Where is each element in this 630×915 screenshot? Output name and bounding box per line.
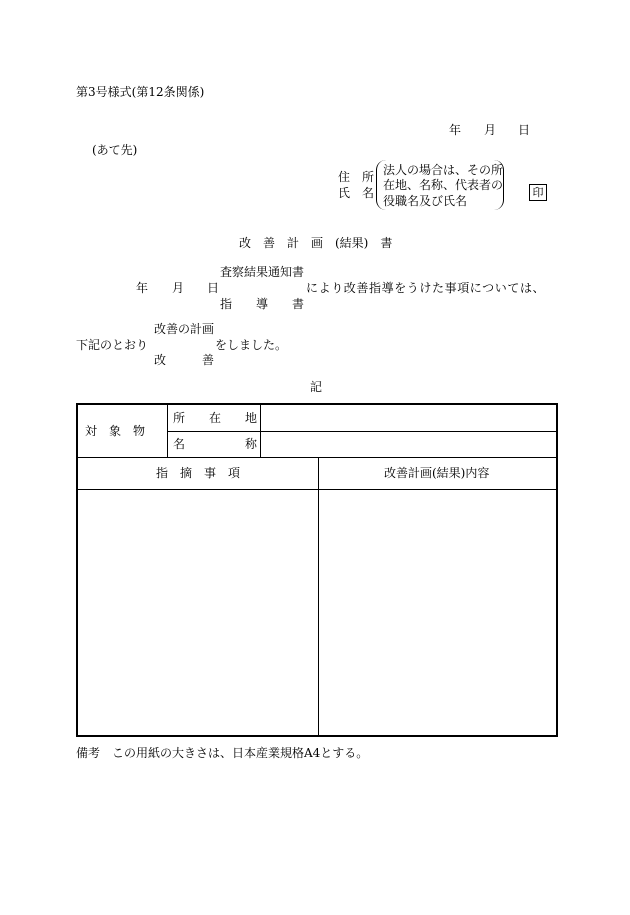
date-year-label: 年	[449, 123, 462, 137]
name-field-label: 名 称	[173, 437, 258, 451]
subject-label: 対 象 物	[85, 424, 146, 438]
address-label: 住 所	[338, 170, 375, 184]
corporation-note-line3: 役職名及び氏名	[383, 194, 468, 208]
remarks: 備考 この用紙の大きさは、日本産業規格A4とする。	[76, 746, 369, 760]
name-label: 氏 名	[338, 186, 375, 200]
form-number: 第3号様式(第12条関係)	[76, 85, 205, 99]
addressee-label: (あて先)	[92, 143, 138, 157]
findings-header: 指 摘 事 項	[156, 466, 241, 480]
corporation-note-line1: 法人の場合は、その所	[383, 163, 504, 177]
option-guidance-document: 指 導 書	[220, 297, 305, 311]
col-divider-main	[318, 457, 319, 737]
col-divider-subject	[167, 405, 168, 457]
body-day-label: 日	[207, 281, 220, 295]
body-month-label: 月	[172, 281, 185, 295]
body-prefix-text: 下記のとおり	[76, 338, 149, 352]
body-main-text: により改善指導をうけた事項については、	[306, 281, 546, 295]
corporation-note-line2: 在地、名称、代表者の	[383, 178, 504, 192]
col-divider-label	[260, 405, 261, 457]
date-month-label: 月	[484, 123, 497, 137]
body-suffix-text: をしました。	[215, 338, 288, 352]
option-inspection-notice: 査察結果通知書	[220, 265, 305, 279]
body-year-label: 年	[136, 281, 149, 295]
seal-mark: 印	[529, 184, 547, 201]
option-improvement-plan: 改善の計画	[154, 322, 215, 336]
date-day-label: 日	[518, 123, 531, 137]
location-label: 所 在 地	[173, 411, 258, 425]
document-title: 改 善 計 画 (結果) 書	[239, 236, 393, 250]
plan-result-header: 改善計画(結果)内容	[384, 466, 490, 480]
ki-label: 記	[310, 380, 323, 394]
form-table	[76, 403, 558, 737]
option-improvement: 改 善	[154, 353, 215, 367]
row-divider-location	[167, 431, 558, 432]
